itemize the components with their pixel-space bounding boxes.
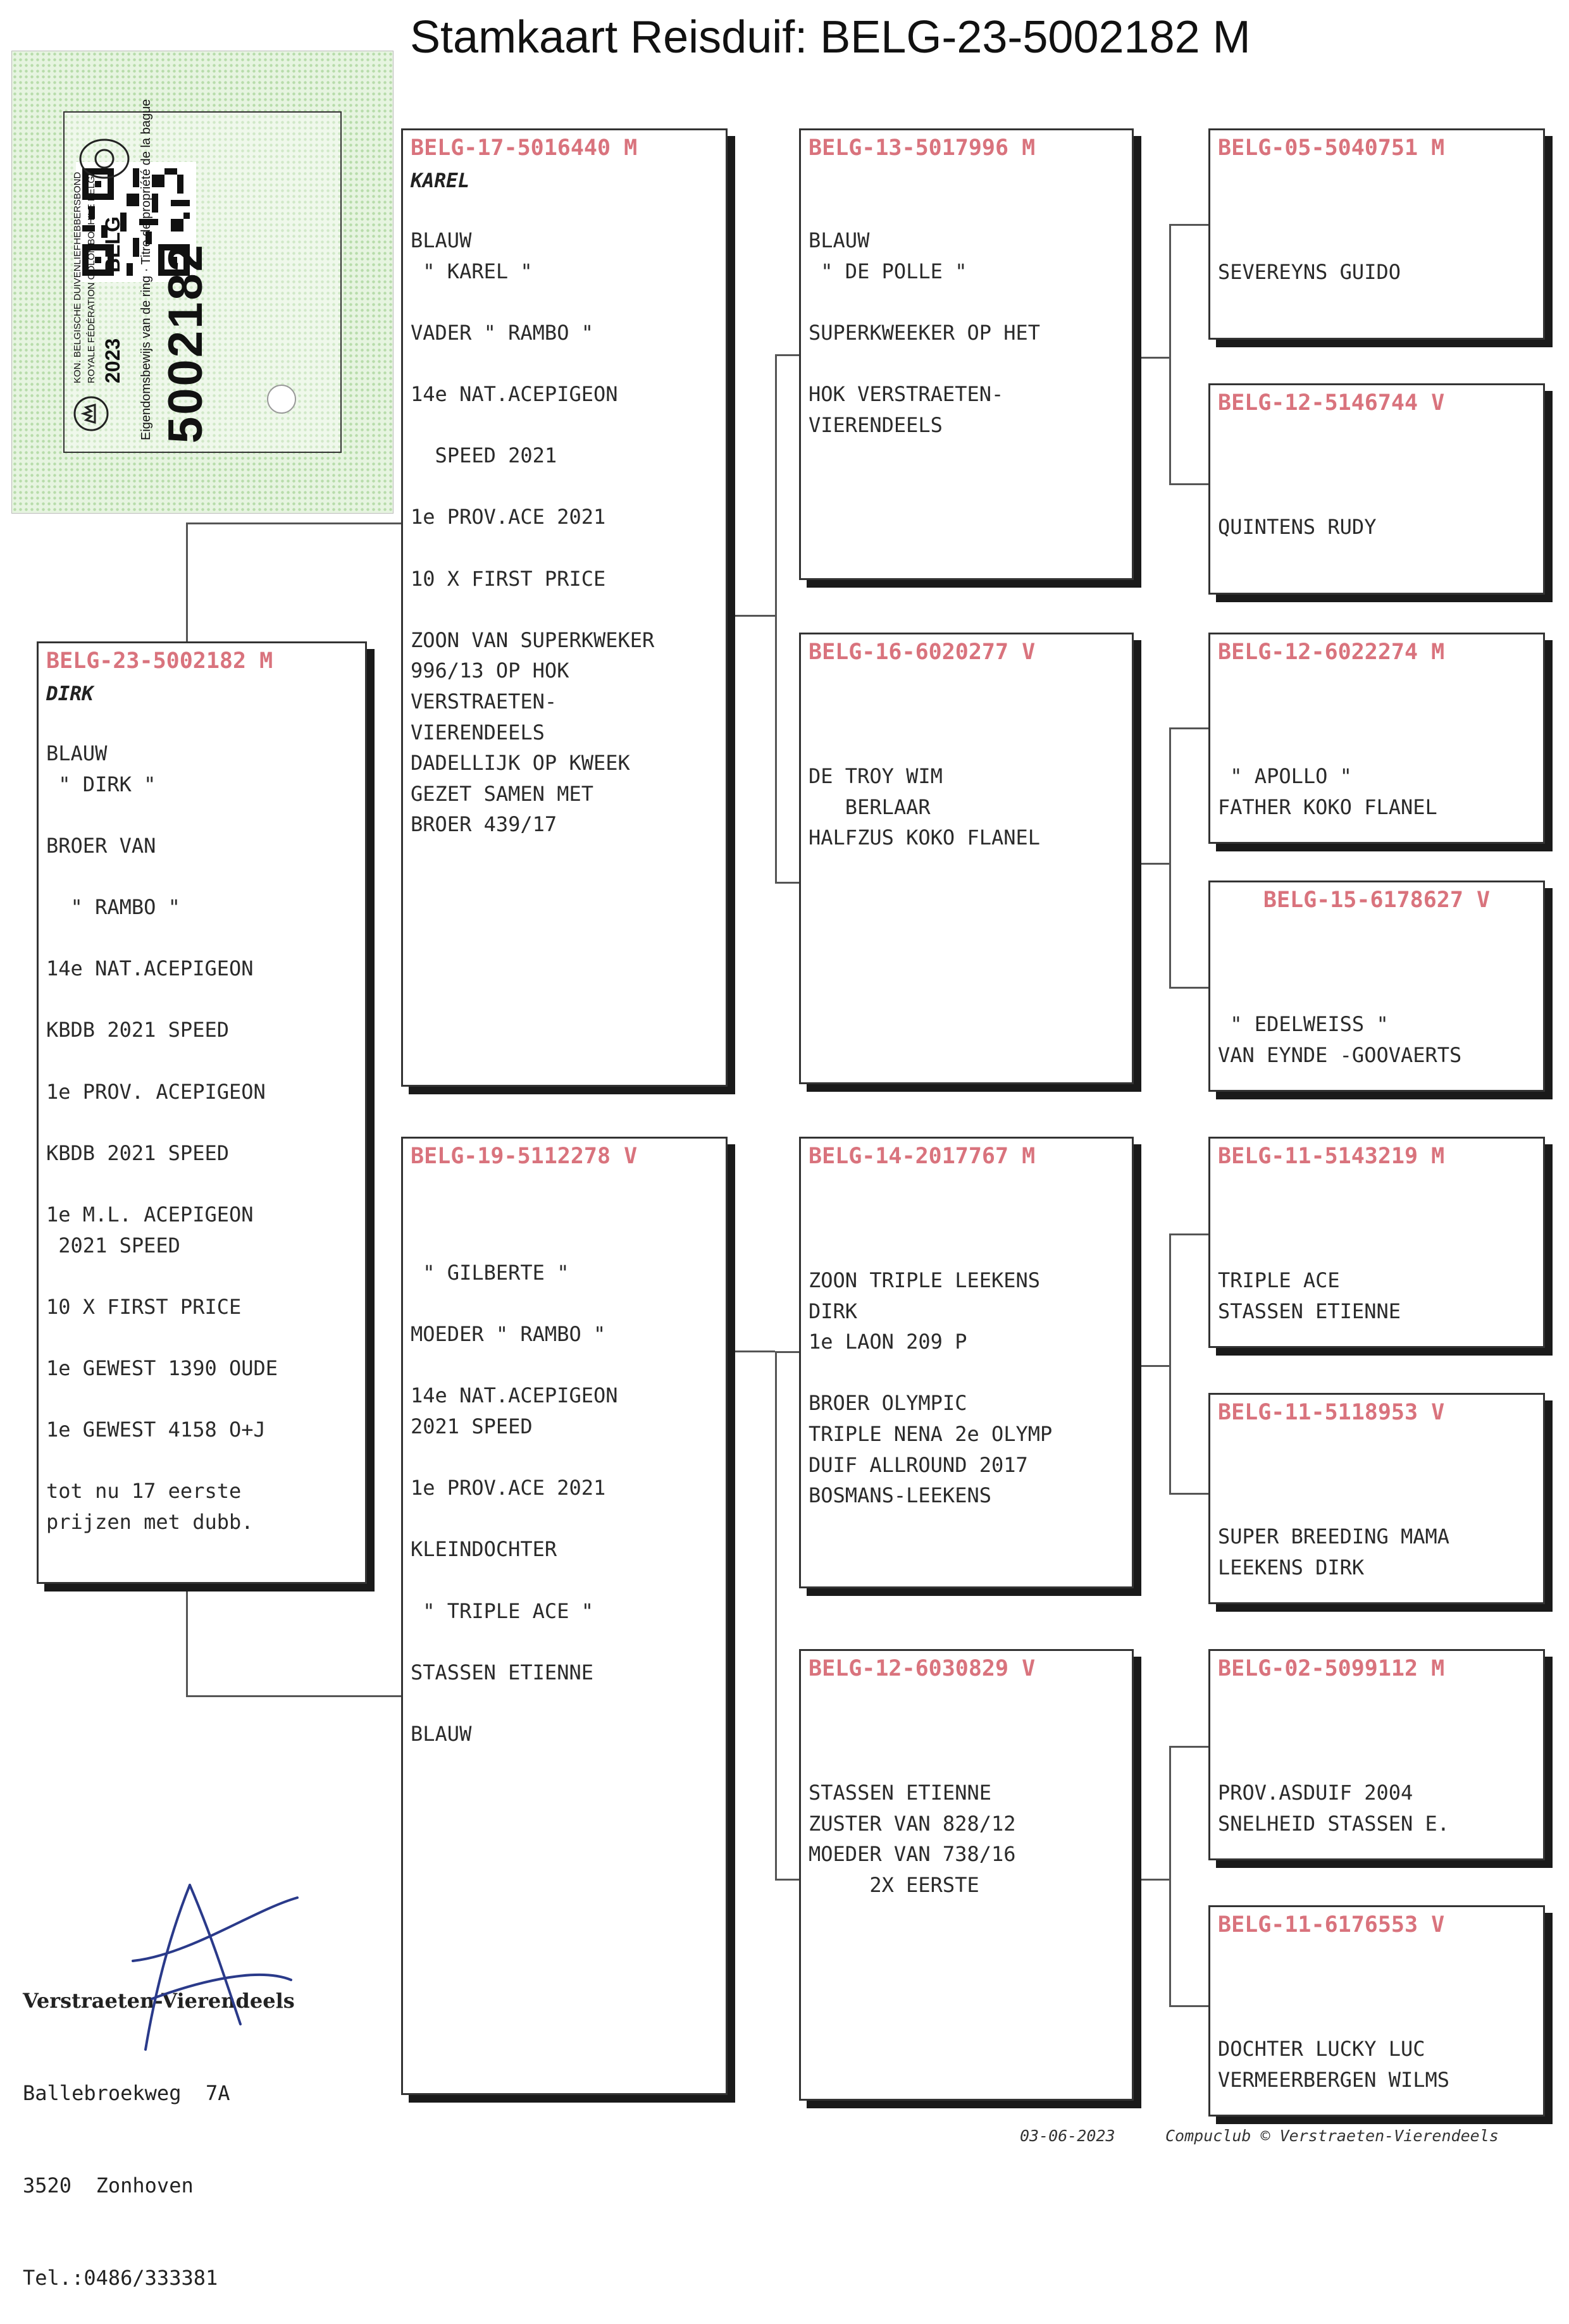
great-grandparent-box-mmf xyxy=(1208,1649,1545,1860)
connector-line xyxy=(728,1351,775,1352)
connector-line xyxy=(1169,1493,1208,1495)
subject-name: DIRK xyxy=(46,683,94,705)
hole-punch-icon xyxy=(263,380,301,418)
great-grandparent-box-fmf xyxy=(1208,633,1545,844)
connector-line xyxy=(775,354,777,882)
footer-date: 03-06-2023 xyxy=(1020,2127,1115,2145)
subject-pigeon-box xyxy=(37,641,367,1584)
great-grandparent-box-mff xyxy=(1208,1137,1545,1348)
breeder-name: Verstraeten-Vierendeels xyxy=(23,1989,295,2013)
great-grandparent-details: " EDELWEISS " VAN EYNDE -GOOVAERTS xyxy=(1218,1012,1462,1067)
great-grandparent-details: " APOLLO " FATHER KOKO FLANEL xyxy=(1218,764,1437,819)
great-grandparent-ring-number: BELG-02-5099112 M xyxy=(1218,1656,1445,1681)
great-grandparent-box-mmm xyxy=(1208,1905,1545,2117)
great-grandparent-ring-number: BELG-15-6178627 V xyxy=(1263,887,1491,913)
great-grandparent-box-ffm xyxy=(1208,383,1545,595)
subject-details: BLAUW " DIRK " BROER VAN " RAMBO " 14e NAT.ACEPIGEON KBDB 2021 SPEED 1e PROV. ACEPIGEON KBDB 2021 SPEED 1e M.L. ACEPIGEON 2021 SPEED 10 X FIRST PRICE 1e GEWEST 1390 OUDE 1e GEWEST 4158 O+J tot nu 17 eerste prijzen met dubb. xyxy=(46,741,278,1534)
great-grandparent-ring-number: BELG-11-5143219 M xyxy=(1218,1144,1445,1169)
mother-ring-number: BELG-19-5112278 V xyxy=(411,1144,638,1169)
connector-line xyxy=(1134,357,1169,359)
grandparent-ring-number: BELG-16-6020277 V xyxy=(809,640,1036,665)
breeder-phone: Tel.:0486/333381 xyxy=(23,2265,218,2290)
ring-certificate-card xyxy=(11,51,394,514)
connector-line xyxy=(775,882,799,884)
ring-card-country: BELG xyxy=(101,216,124,273)
grandparent-box-ff xyxy=(799,128,1134,580)
father-box xyxy=(401,128,728,1087)
ring-card-federation-nl: KON. BELGISCHE DUIVENLIEFHEBBERSBOND xyxy=(72,171,83,383)
connector-line xyxy=(1169,2005,1208,2007)
grandparent-box-mm xyxy=(799,1649,1134,2101)
great-grandparent-ring-number: BELG-12-6022274 M xyxy=(1218,640,1445,665)
connector-line xyxy=(1169,1233,1171,1493)
grandparent-details: DE TROY WIM BERLAAR HALFZUS KOKO FLANEL xyxy=(809,764,1041,850)
connector-line xyxy=(1169,483,1208,485)
mother-details: " GILBERTE " MOEDER " RAMBO " 14e NAT.ACEPIGEON 2021 SPEED 1e PROV.ACE 2021 KLEINDOCHTER " TRIPLE ACE " STASSEN ETIENNE BLAUW xyxy=(411,1261,618,1746)
connector-line xyxy=(775,354,799,356)
grandparent-ring-number: BELG-12-6030829 V xyxy=(809,1656,1036,1681)
father-name: KAREL xyxy=(411,170,470,192)
connector-line xyxy=(1134,1879,1169,1881)
great-grandparent-ring-number: BELG-05-5040751 M xyxy=(1218,135,1445,161)
great-grandparent-details: QUINTENS RUDY xyxy=(1218,515,1377,539)
connector-line xyxy=(1169,224,1171,483)
page-title: Stamkaart Reisduif: BELG-23-5002182 M xyxy=(410,12,1251,63)
connector-line xyxy=(1169,727,1171,987)
connector-line xyxy=(1169,1746,1171,2005)
signature-icon xyxy=(114,1872,304,2062)
great-grandparent-details: PROV.ASDUIF 2004 SNELHEID STASSEN E. xyxy=(1218,1781,1450,1836)
connector-line xyxy=(1134,863,1169,865)
grandparent-ring-number: BELG-14-2017767 M xyxy=(809,1144,1036,1169)
connector-line xyxy=(186,1695,401,1697)
father-details: BLAUW " KAREL " VADER " RAMBO " 14e NAT.ACEPIGEON SPEED 2021 1e PROV.ACE 2021 10 X FIRST PRICE ZOON VAN SUPERKWEKER 996/13 OP HOK VERSTRAETEN- VIERENDEELS DADELLIJK OP KWEEK GEZET SAMEN MET BROER 439/17 xyxy=(411,228,655,837)
connector-line xyxy=(1169,987,1208,989)
great-grandparent-details: SUPER BREEDING MAMA LEEKENS DIRK xyxy=(1218,1524,1450,1579)
great-grandparent-details: TRIPLE ACE STASSEN ETIENNE xyxy=(1218,1268,1401,1323)
footer-copyright: Compuclub © Verstraeten-Vierendeels xyxy=(1165,2127,1499,2145)
connector-line xyxy=(1169,727,1208,729)
grandparent-details: BLAUW " DE POLLE " SUPERKWEEKER OP HET HOK VERSTRAETEN- VIERENDEELS xyxy=(809,228,1041,437)
great-grandparent-ring-number: BELG-12-5146744 V xyxy=(1218,390,1445,416)
connector-line xyxy=(775,1351,777,1879)
grandparent-details: ZOON TRIPLE LEEKENS DIRK 1e LAON 209 P BROER OLYMPIC TRIPLE NENA 2e OLYMP DUIF ALLROUND 2017 BOSMANS-LEEKENS xyxy=(809,1268,1053,1508)
subject-ring-number: BELG-23-5002182 M xyxy=(46,648,273,674)
connector-line xyxy=(1169,1233,1208,1235)
grandparent-box-mf xyxy=(799,1137,1134,1588)
connector-line xyxy=(728,615,775,617)
connector-line xyxy=(186,522,401,524)
breeder-street: Ballebroekweg 7A xyxy=(23,2080,230,2105)
great-grandparent-box-fmm xyxy=(1208,881,1545,1092)
connector-line xyxy=(186,522,188,643)
great-grandparent-ring-number: BELG-11-6176553 V xyxy=(1218,1912,1445,1938)
ring-card-year: 2023 xyxy=(101,338,124,383)
connector-line xyxy=(1134,1365,1169,1367)
ring-card-number: 5002182 xyxy=(159,243,213,443)
great-grandparent-box-fff xyxy=(1208,128,1545,340)
connector-line xyxy=(1169,224,1208,226)
ring-card-federation-fr: ROYALE FÉDÉRATION COLOMBOPHILE BELGE xyxy=(86,170,97,383)
great-grandparent-box-mfm xyxy=(1208,1393,1545,1604)
grandparent-details: STASSEN ETIENNE ZUSTER VAN 828/12 MOEDER VAN 738/16 2X EERSTE xyxy=(809,1781,1016,1897)
mother-box xyxy=(401,1137,728,2095)
connector-line xyxy=(1169,1746,1208,1748)
crown-logo-icon xyxy=(71,393,111,434)
great-grandparent-ring-number: BELG-11-5118953 V xyxy=(1218,1400,1445,1425)
great-grandparent-details: DOCHTER LUCKY LUC VERMEERBERGEN WILMS xyxy=(1218,2037,1450,2092)
breeder-city: 3520 Zonhoven xyxy=(23,2173,194,2197)
connector-line xyxy=(775,1351,799,1353)
grandparent-box-fm xyxy=(799,633,1134,1084)
father-ring-number: BELG-17-5016440 M xyxy=(411,135,638,161)
great-grandparent-details: SEVEREYNS GUIDO xyxy=(1218,260,1401,284)
connector-line xyxy=(775,1879,799,1881)
ring-card-certificate: Eigendomsbewijs van de ring · Titre de propriété de la bague xyxy=(139,99,153,440)
grandparent-ring-number: BELG-13-5017996 M xyxy=(809,135,1036,161)
federation-emblem-icon xyxy=(76,137,133,181)
